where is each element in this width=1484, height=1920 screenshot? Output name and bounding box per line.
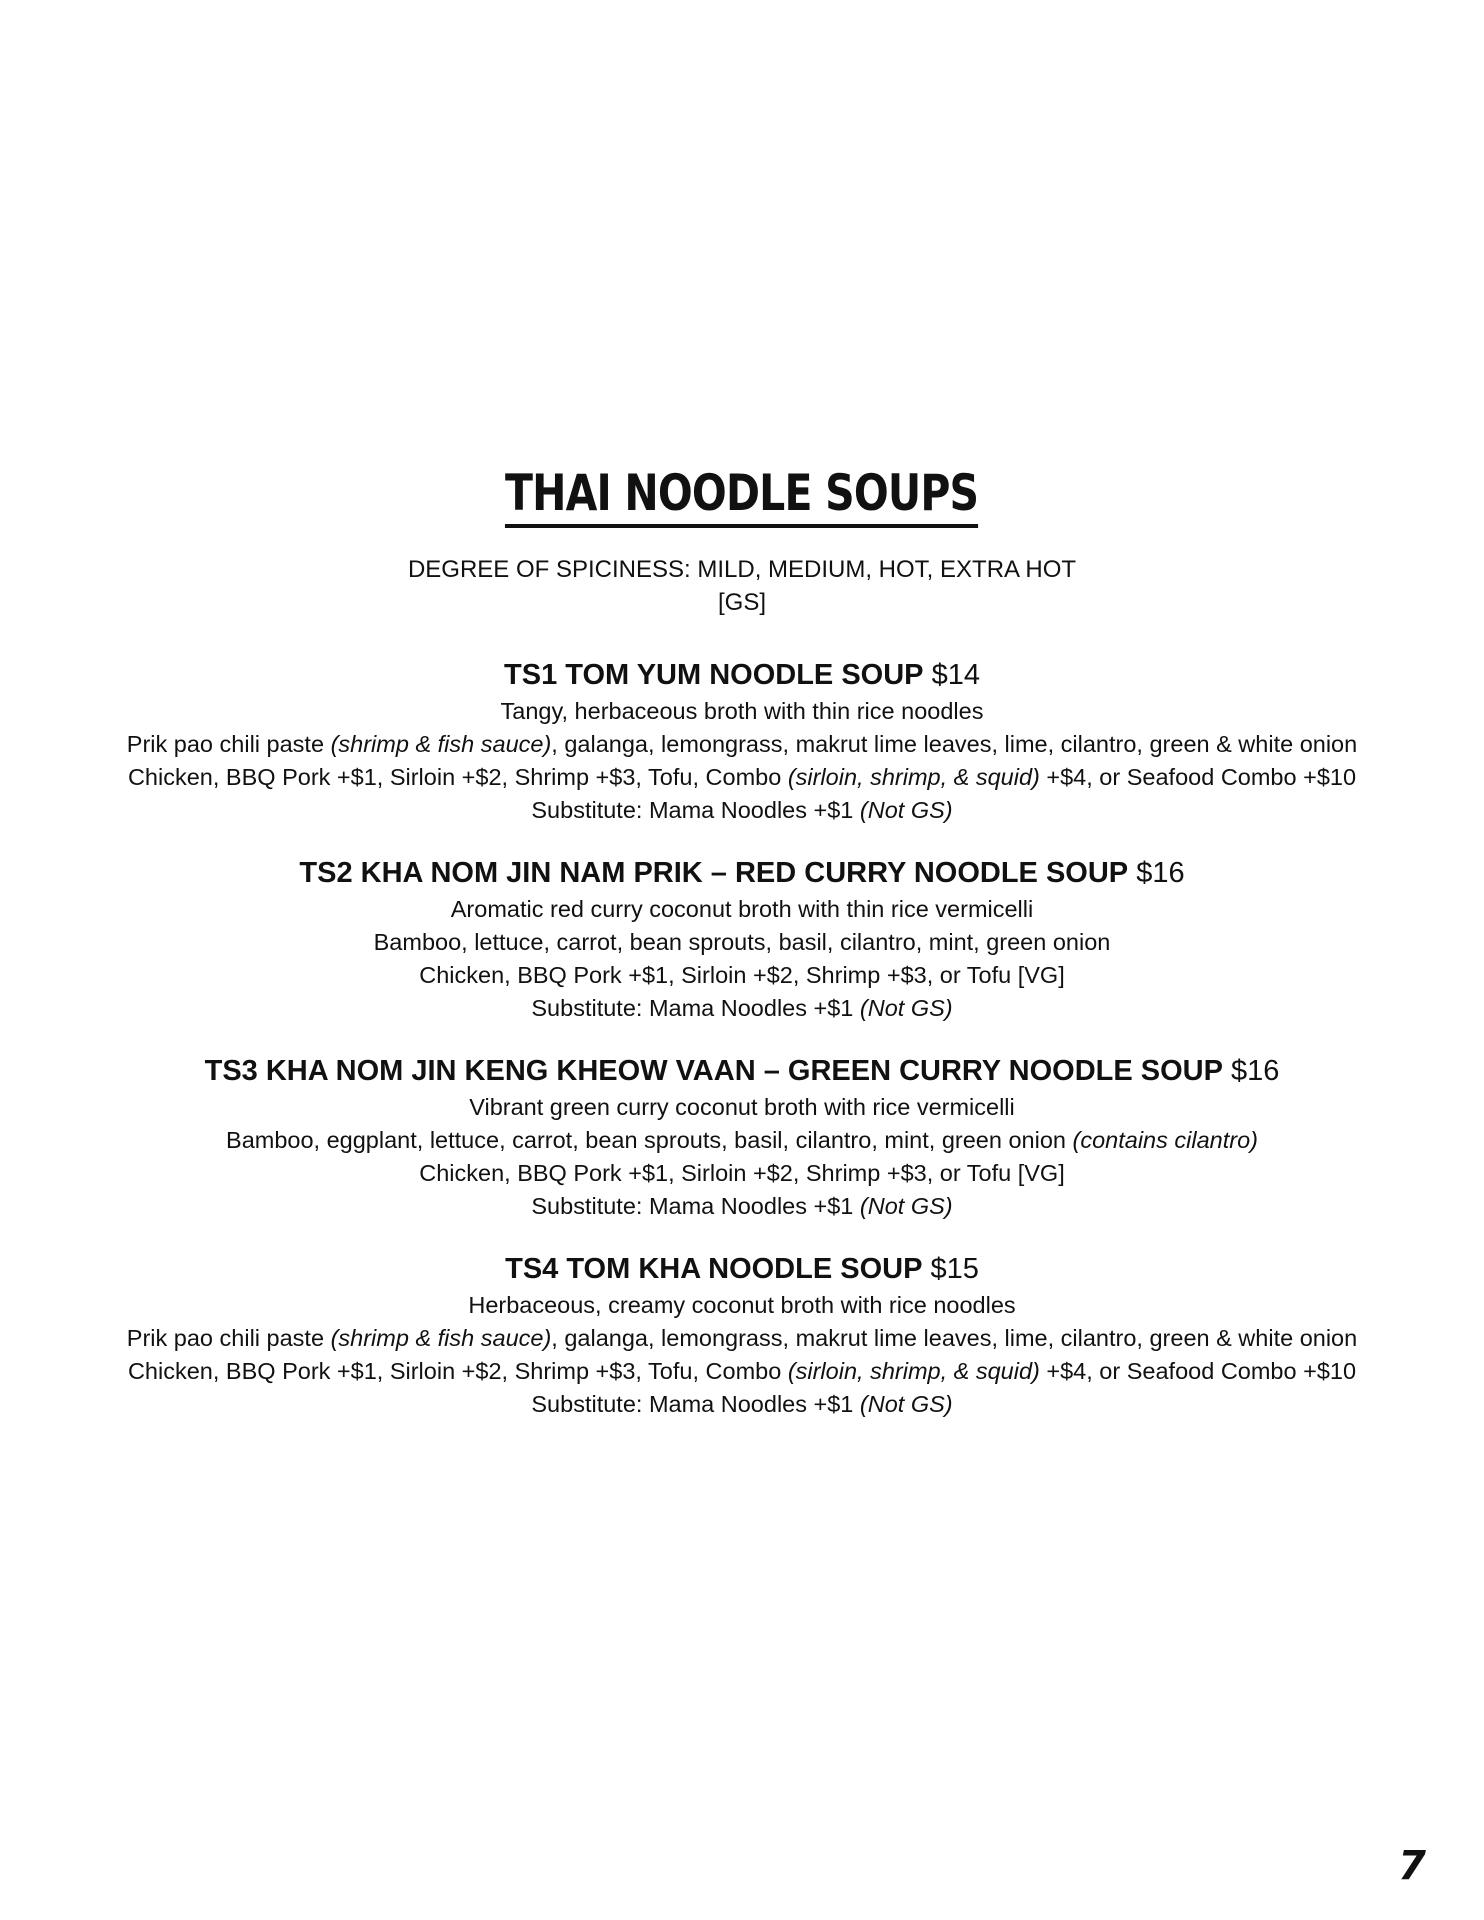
menu-item-price: $16: [1231, 1055, 1280, 1087]
proteins-note: (sirloin, shrimp, & squid): [787, 1358, 1040, 1384]
proteins-text-rest: +$4, or Seafood Combo +$10: [1039, 764, 1357, 790]
menu-item-description: Aromatic red curry coconut broth with thin rice vermicelli: [450, 896, 1034, 922]
menu-item-substitute: [0, 794, 1484, 827]
menu-item-substitute: [0, 992, 1484, 1025]
menu-item-heading: [0, 656, 1484, 694]
ingredients-text: Prik pao chili paste: [126, 731, 331, 757]
substitute-note: (Not GS): [859, 995, 953, 1021]
proteins-text: Chicken, BBQ Pork +$1, Sirloin +$2, Shrimp +$3, or Tofu [VG]: [419, 1160, 1065, 1186]
proteins-text: Chicken, BBQ Pork +$1, Sirloin +$2, Shrimp +$3, Tofu, Combo: [127, 1358, 788, 1384]
ingredients-text: Bamboo, eggplant, lettuce, carrot, bean sprouts, basil, cilantro, mint, green onion: [226, 1127, 1073, 1153]
substitute-text: Substitute: Mama Noodles +$1: [531, 995, 860, 1021]
menu-item: [0, 656, 1484, 827]
menu-item-description: Tangy, herbaceous broth with thin rice noodles: [500, 698, 984, 724]
menu-item-name: TS4 TOM KHA NOODLE SOUP: [505, 1253, 923, 1285]
substitute-note: (Not GS): [859, 797, 953, 823]
menu-item-substitute: [0, 1388, 1484, 1421]
menu-item-ingredients: [0, 1322, 1484, 1355]
section-title-text: THAI NOODLE SOUPS: [505, 462, 978, 528]
menu-item: [0, 1250, 1484, 1421]
menu-item-price: $16: [1136, 857, 1185, 889]
ingredients-note: (shrimp & fish sauce): [330, 731, 552, 757]
proteins-text-rest: +$4, or Seafood Combo +$10: [1039, 1358, 1357, 1384]
section-title: [0, 462, 1484, 528]
substitute-note: (Not GS): [859, 1193, 953, 1219]
menu-item-proteins: [0, 761, 1484, 794]
menu-item-ingredients: [0, 926, 1484, 959]
ingredients-note: (contains cilantro): [1072, 1127, 1258, 1153]
menu-item-proteins: [0, 959, 1484, 992]
menu-item-heading: [0, 1250, 1484, 1288]
substitute-text: Substitute: Mama Noodles +$1: [531, 797, 860, 823]
spiciness-levels: DEGREE OF SPICINESS: MILD, MEDIUM, HOT, EXTRA HOT: [407, 556, 1077, 583]
gluten-sensitive-tag: [GS]: [717, 589, 766, 616]
ingredients-text-rest: , galanga, lemongrass, makrut lime leaves, lime, cilantro, green & white onion: [551, 1325, 1358, 1351]
menu-item-ingredients: [0, 728, 1484, 761]
menu-item-price: $14: [931, 659, 980, 691]
menu-item-proteins: [0, 1157, 1484, 1190]
menu-item-description: Vibrant green curry coconut broth with rice vermicelli: [469, 1094, 1015, 1120]
ingredients-text: Prik pao chili paste: [126, 1325, 331, 1351]
ingredients-text: Bamboo, lettuce, carrot, bean sprouts, basil, cilantro, mint, green onion: [373, 929, 1111, 955]
substitute-text: Substitute: Mama Noodles +$1: [531, 1391, 860, 1417]
menu-item-name: TS1 TOM YUM NOODLE SOUP: [504, 659, 924, 691]
menu-item-proteins: [0, 1355, 1484, 1388]
spiciness-note: [0, 553, 1484, 619]
menu-item-heading: [0, 854, 1484, 892]
ingredients-note: (shrimp & fish sauce): [330, 1325, 552, 1351]
menu-item: [0, 1052, 1484, 1223]
menu-item-price: $15: [930, 1253, 979, 1285]
menu-items: [0, 656, 1484, 1448]
menu-item-name: TS3 KHA NOM JIN KENG KHEOW VAAN – GREEN CURRY NOODLE SOUP: [204, 1055, 1223, 1087]
menu-item: [0, 854, 1484, 1025]
menu-item-heading: [0, 1052, 1484, 1090]
menu-item-substitute: [0, 1190, 1484, 1223]
menu-item-name: TS2 KHA NOM JIN NAM PRIK – RED CURRY NOODLE SOUP: [299, 857, 1129, 889]
substitute-note: (Not GS): [859, 1391, 953, 1417]
ingredients-text-rest: , galanga, lemongrass, makrut lime leaves, lime, cilantro, green & white onion: [551, 731, 1358, 757]
proteins-text: Chicken, BBQ Pork +$1, Sirloin +$2, Shrimp +$3, or Tofu [VG]: [419, 962, 1065, 988]
substitute-text: Substitute: Mama Noodles +$1: [531, 1193, 860, 1219]
page-number: 7: [1398, 1843, 1426, 1889]
menu-item-ingredients: [0, 1124, 1484, 1157]
menu-item-description: Herbaceous, creamy coconut broth with rice noodles: [468, 1292, 1016, 1318]
proteins-text: Chicken, BBQ Pork +$1, Sirloin +$2, Shrimp +$3, Tofu, Combo: [127, 764, 788, 790]
proteins-note: (sirloin, shrimp, & squid): [787, 764, 1040, 790]
